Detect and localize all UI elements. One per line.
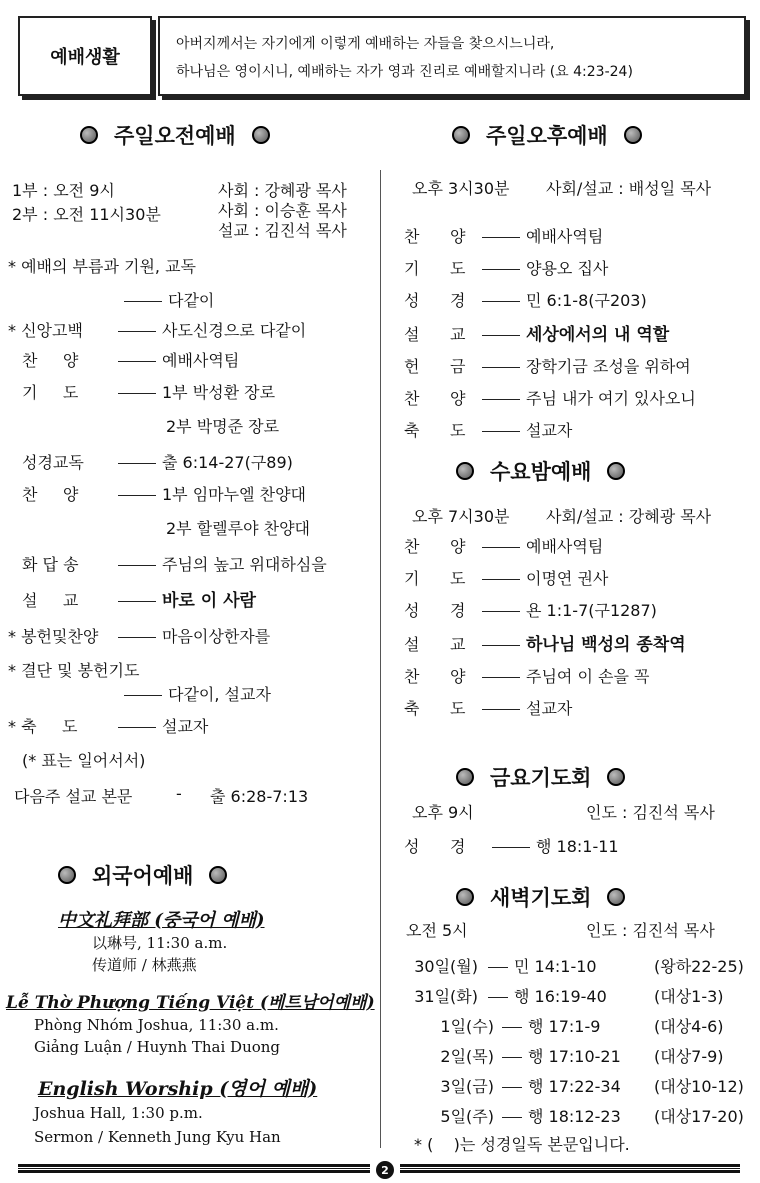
order-value: 다같이, 설교자 [168,685,271,704]
order-value-2: 2부 할렐루야 찬양대 [166,519,310,538]
english-service-title: English Worship (영어 예배) [38,1078,318,1100]
footer-rule-left [18,1164,370,1173]
order-row [112,586,256,611]
column-divider [380,170,381,1148]
leader-line [118,463,156,464]
foreign-service-title [58,860,227,890]
order-label: 찬 양 [404,227,466,246]
presider-1: 사회 : 강혜광 목사 [218,181,347,200]
leader-line [118,495,156,496]
service-time-2: 2부 : 오전 11시30분 [12,205,161,224]
leader-line [482,547,520,548]
order-label: * 봉헌및찬양 [8,627,99,646]
wednesday-title-text: 수요밤예배 [490,460,592,484]
english-service-preacher: Sermon / Kenneth Jung Kyu Han [34,1128,281,1146]
order-row [112,624,270,647]
order-value: 예배사역팀 [526,537,604,556]
leader-line [482,579,520,580]
order-row [476,320,669,345]
order-value: 행 18:1-11 [536,837,619,856]
sermon-title: 바로 이 사람 [162,591,256,611]
leader-line [118,727,156,728]
order-label: 성경교독 [22,453,84,472]
friday-service-title [456,762,625,792]
leader-line [482,269,520,270]
order-row [476,418,572,441]
order-row [118,288,214,311]
leader-line [118,601,156,602]
dawn-note: * ( )는 성경일독 본문입니다. [414,1135,630,1154]
bullet-dot-icon [607,768,625,786]
dawn-row [482,954,597,977]
order-row [476,534,603,557]
order-value: 예배사역팀 [526,227,604,246]
sermon-title: 세상에서의 내 역할 [526,325,670,345]
chinese-service-time: 以琳号, 11:30 a.m. [92,934,228,952]
leader-line [488,997,508,998]
order-value: 출 6:14-27(구89) [162,453,293,472]
dawn-text: 행 17:22-34 [528,1077,621,1096]
leader-line [482,335,520,336]
leader-line [492,847,530,848]
viet-service-preacher: Giảng Luận / Huynh Thai Duong [34,1038,281,1056]
friday-title-text: 금요기도회 [490,766,592,790]
viet-service-title: Lễ Thờ Phượng Tiếng Việt (베트남어예배) [6,993,375,1013]
order-value: 설교자 [526,699,573,718]
order-label: * 결단 및 봉헌기도 [8,661,140,680]
order-label: 성 경 [404,837,466,856]
order-value: 장학기금 조성을 위하여 [526,357,691,376]
bullet-dot-icon [456,462,474,480]
bullet-dot-icon [58,866,76,884]
order-value: 욘 1:1-7(구1287) [526,601,657,620]
order-value: 양용오 집사 [526,259,609,278]
morning-service-title [80,120,270,150]
order-value: 설교자 [526,421,573,440]
wednesday-service-title [456,456,625,486]
order-row [118,682,271,705]
dawn-day: 1일(수) [440,1017,494,1036]
dawn-time: 오전 5시 [406,921,468,940]
order-value: 1부 임마누엘 찬양대 [162,485,306,504]
order-value: 이명연 권사 [526,569,609,588]
leader-line [502,1117,522,1118]
dawn-day: 31일(화) [414,987,478,1006]
order-value: 민 6:1-8(구203) [526,291,647,310]
order-label: 화 답 송 [22,555,79,574]
order-value: 사도신경으로 다같이 [162,321,307,340]
dawn-day: 2일(목) [440,1047,494,1066]
wednesday-leader: 사회/설교 : 강혜광 목사 [546,507,712,526]
leader-line [482,645,520,646]
dawn-reading: (대상17-20) [654,1107,744,1126]
dawn-reading: (왕하22-25) [654,957,744,976]
order-label: * 축 도 [8,717,78,736]
order-row [112,380,275,403]
order-label: 기 도 [22,383,79,402]
leader-line [502,1057,522,1058]
order-label: 찬 양 [22,351,79,370]
leader-line [482,301,520,302]
dawn-reading: (대상10-12) [654,1077,744,1096]
order-row [112,348,239,371]
order-row [476,630,686,655]
chinese-service-preacher: 传道师 / 林燕燕 [92,956,197,974]
leader-line [482,367,520,368]
leader-line [124,695,162,696]
order-label: 성 경 [404,601,466,620]
order-row [476,664,649,687]
friday-leader: 인도 : 김진석 목사 [586,803,715,822]
dawn-row [496,1044,621,1067]
preacher: 설교 : 김진석 목사 [218,221,347,240]
wednesday-time: 오후 7시30분 [412,507,510,526]
morning-title-text: 주일오전예배 [114,124,236,148]
leader-line [488,967,508,968]
order-row [486,834,619,857]
leader-line [118,361,156,362]
leader-line [118,565,156,566]
order-label: 성 경 [404,291,466,310]
order-row [476,256,608,279]
foreign-title-text: 외국어예배 [92,864,194,888]
order-row [476,354,691,377]
leader-line [118,393,156,394]
dawn-text: 행 16:19-40 [514,987,607,1006]
order-value: 설교자 [162,717,209,736]
order-row [112,552,327,575]
order-row [476,386,696,409]
order-value: 주님의 높고 위대하심을 [162,555,327,574]
order-label: * 예배의 부름과 기원, 교독 [8,257,196,276]
dawn-service-title [456,882,625,912]
order-label: 찬 양 [404,389,466,408]
afternoon-service-title [452,120,642,150]
leader-line [482,677,520,678]
order-row [476,696,572,719]
order-row [476,566,608,589]
bullet-dot-icon [607,888,625,906]
next-sermon-label: 다음주 설교 본문 [14,787,133,806]
leader-line [482,611,520,612]
chinese-service-title: 中文礼拜部 (중국어 예배) [58,910,265,931]
order-row [112,482,306,505]
afternoon-time: 오후 3시30분 [412,179,510,198]
order-label: 찬 양 [404,667,466,686]
dawn-row [496,1104,621,1127]
bullet-dot-icon [456,768,474,786]
standing-note: (* 표는 일어서서) [22,751,146,770]
bullet-dot-icon [624,126,642,144]
order-label: 기 도 [404,569,466,588]
order-value: 주님여 이 손을 꼭 [526,667,650,686]
dawn-row [482,984,607,1007]
order-row [112,450,293,473]
leader-line [482,709,520,710]
dawn-text: 행 17:10-21 [528,1047,621,1066]
order-value: 마음이상한자를 [162,627,271,646]
order-value-2: 2부 박명준 장로 [166,417,280,436]
dawn-reading: (대상4-6) [654,1017,724,1036]
order-row [476,224,603,247]
order-label: 헌 금 [404,357,466,376]
order-value: 1부 박성환 장로 [162,383,276,402]
order-row [112,318,306,341]
scripture-quote-box [158,16,746,96]
dawn-text: 민 14:1-10 [514,957,597,976]
dawn-title-text: 새벽기도회 [490,886,592,910]
viet-service-time: Phòng Nhóm Joshua, 11:30 a.m. [34,1016,279,1034]
bullet-dot-icon [209,866,227,884]
order-label: 설 교 [22,591,79,610]
dawn-text: 행 18:12-23 [528,1107,621,1126]
sermon-title: 하나님 백성의 종착역 [526,635,686,655]
order-label: 찬 양 [22,485,79,504]
section-label: 예배생활 [50,47,120,68]
section-label-box [18,16,152,96]
quote-line-1: 아버지께서는 자기에게 이렇게 예배하는 자들을 찾으시느니라, [176,36,555,52]
leader-line [482,399,520,400]
order-label: 기 도 [404,259,466,278]
order-row [112,714,208,737]
bullet-dot-icon [607,462,625,480]
order-value: 주님 내가 여기 있사오니 [526,389,696,408]
leader-line [118,637,156,638]
order-row [476,288,647,311]
quote-line-2: 하나님은 영이시니, 예배하는 자가 영과 진리로 예배할지니라 (요 4:23-24) [176,64,633,80]
order-label: 축 도 [404,699,466,718]
bullet-dot-icon [80,126,98,144]
leader-line [124,301,162,302]
order-label: 축 도 [404,421,466,440]
order-label: * 신앙고백 [8,321,83,340]
leader-line [502,1087,522,1088]
order-value: 예배사역팀 [162,351,240,370]
dawn-text: 행 17:1-9 [528,1017,601,1036]
bullet-dot-icon [456,888,474,906]
dawn-day: 3일(금) [440,1077,494,1096]
dawn-row [496,1014,600,1037]
dawn-reading: (대상7-9) [654,1047,724,1066]
order-value: 다같이 [168,291,215,310]
order-row [476,598,657,621]
next-sermon-text: 출 6:28-7:13 [210,787,309,806]
order-label: 설 교 [404,635,466,654]
bullet-dot-icon [452,126,470,144]
next-sermon-sep: - [176,784,182,803]
dawn-reading: (대상1-3) [654,987,724,1006]
page-number: 2 [376,1161,394,1179]
dawn-day: 5일(주) [440,1107,494,1126]
order-label: 설 교 [404,325,466,344]
dawn-leader: 인도 : 김진석 목사 [586,921,715,940]
dawn-day: 30일(월) [414,957,478,976]
friday-time: 오후 9시 [412,803,474,822]
leader-line [502,1027,522,1028]
afternoon-leader: 사회/설교 : 배성일 목사 [546,179,712,198]
service-time-1: 1부 : 오전 9시 [12,181,115,200]
english-service-time: Joshua Hall, 1:30 p.m. [34,1104,203,1122]
dawn-row [496,1074,621,1097]
leader-line [482,237,520,238]
footer-rule-right [400,1164,740,1173]
leader-line [482,431,520,432]
presider-2: 사회 : 이승훈 목사 [218,201,347,220]
leader-line [118,331,156,332]
order-label: 찬 양 [404,537,466,556]
afternoon-title-text: 주일오후예배 [486,124,608,148]
bullet-dot-icon [252,126,270,144]
